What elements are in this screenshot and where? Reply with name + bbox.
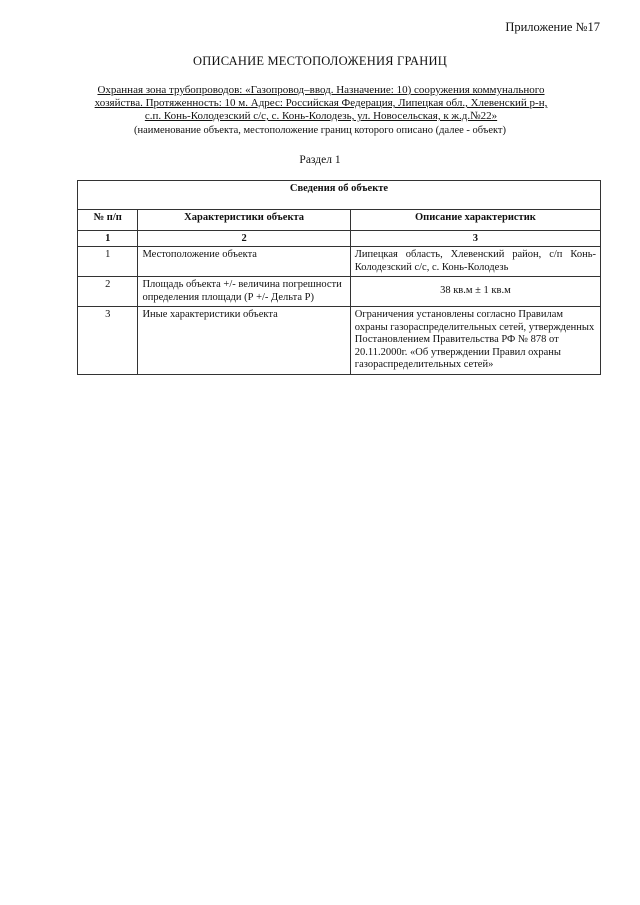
row-number: 3: [78, 307, 138, 375]
object-info-table: [77, 180, 601, 375]
row-number: 2: [78, 277, 138, 307]
row-characteristic: Площадь объекта +/- величина погрешности определения площади (Р +/- Дельта Р): [138, 277, 350, 307]
table-row: [78, 277, 601, 307]
header-characteristic: Характеристики объекта: [138, 210, 350, 231]
row-description: Липецкая область, Хлевенский район, с/п Конь-Колодезский с/с, с. Конь-Колодезь: [350, 247, 600, 277]
table-row: [78, 247, 601, 277]
column-number-2: 2: [138, 231, 350, 247]
section-label: Раздел 1: [299, 154, 341, 166]
row-description: 38 кв.м ± 1 кв.м: [350, 277, 600, 307]
header-description: Описание характеристик: [350, 210, 600, 231]
row-characteristic: Местоположение объекта: [138, 247, 350, 277]
table-row: [78, 307, 601, 375]
row-description: Ограничения установлены согласно Правилам охраны газораспределительных сетей, утвержденных Постановлением Правительства РФ № 878 от 20.11.2000г. «Об утверждении Правил охраны газораспределительных сетей»: [350, 307, 600, 375]
header-number: № п/п: [78, 210, 138, 231]
object-caption: (наименование объекта, местоположение границ которого описано (далее - объект): [133, 125, 507, 136]
row-number: 1: [78, 247, 138, 277]
appendix-label: Приложение №17: [505, 20, 600, 34]
row-characteristic: Иные характеристики объекта: [138, 307, 350, 375]
column-number-3: 3: [350, 231, 600, 247]
table-caption: Сведения об объекте: [78, 181, 601, 210]
column-number-1: 1: [78, 231, 138, 247]
object-name: Охранная зона трубопроводов: «Газопровод–ввод. Назначение: 10) сооружения коммунального хозяйства. Протяженность: 10 м. Адрес: Российская Федерация, Липецкая обл., Хлевенский р-н, с.п. Конь-Колодезский с/с, с. Конь-Колодезь, ул. Новосельская, к ж.д.№22»: [94, 84, 548, 122]
document-title: ОПИСАНИЕ МЕСТОПОЛОЖЕНИЯ ГРАНИЦ: [193, 54, 447, 68]
